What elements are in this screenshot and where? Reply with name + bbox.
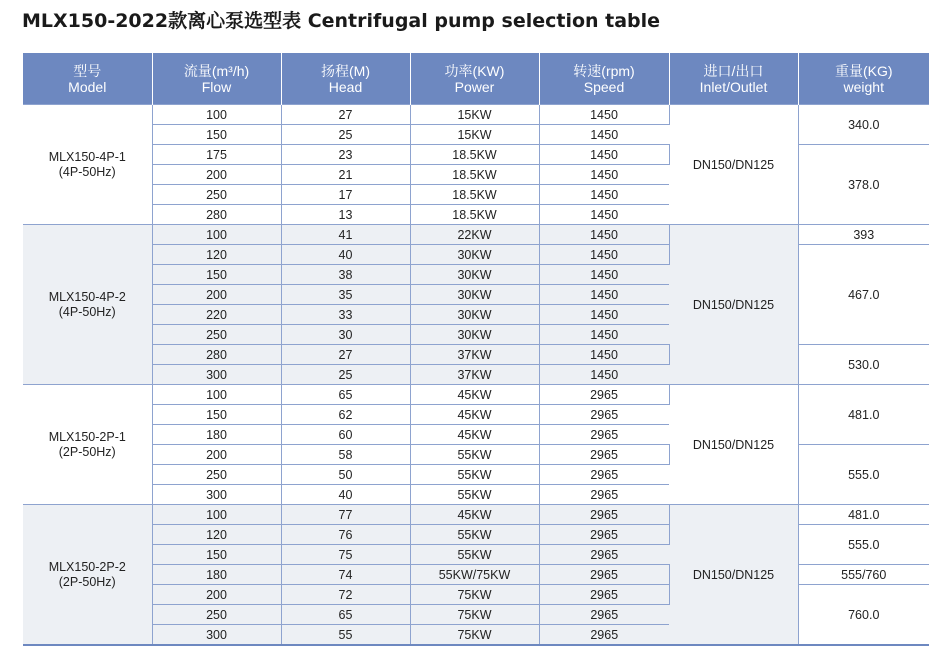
head-cell: 40 — [281, 245, 410, 265]
header-power — [410, 53, 539, 105]
speed-cell: 2965 — [539, 545, 669, 565]
flow-cell: 120 — [152, 245, 281, 265]
speed-cell: 1450 — [539, 105, 669, 125]
table-row — [23, 385, 929, 405]
head-cell: 25 — [281, 125, 410, 145]
head-cell: 55 — [281, 625, 410, 646]
table-row — [23, 505, 929, 525]
pump-selection-table — [23, 53, 929, 646]
power-cell: 55KW — [410, 485, 539, 505]
power-cell: 75KW — [410, 625, 539, 646]
head-cell: 40 — [281, 485, 410, 505]
power-cell: 30KW — [410, 305, 539, 325]
flow-cell: 180 — [152, 425, 281, 445]
flow-cell: 200 — [152, 165, 281, 185]
power-cell: 18.5KW — [410, 205, 539, 225]
header-flow — [152, 53, 281, 105]
header-flow-en: Flow — [201, 78, 232, 95]
flow-cell: 200 — [152, 285, 281, 305]
model-cell — [23, 225, 152, 385]
header-inlet-cn: 进口/出口 — [703, 62, 764, 79]
model-group — [23, 105, 929, 225]
header-model — [23, 53, 152, 105]
speed-cell: 2965 — [539, 465, 669, 485]
table-row — [23, 225, 929, 245]
head-cell: 75 — [281, 545, 410, 565]
head-cell: 58 — [281, 445, 410, 465]
power-cell: 37KW — [410, 345, 539, 365]
flow-cell: 100 — [152, 225, 281, 245]
inlet-outlet-cell: DN150/DN125 — [669, 225, 798, 385]
flow-cell: 250 — [152, 605, 281, 625]
model-group — [23, 225, 929, 385]
header-weight-en: weight — [843, 78, 884, 95]
flow-cell: 100 — [152, 105, 281, 125]
power-cell: 45KW — [410, 505, 539, 525]
model-cell — [23, 105, 152, 225]
power-cell: 30KW — [410, 285, 539, 305]
power-cell: 45KW — [410, 385, 539, 405]
head-cell: 38 — [281, 265, 410, 285]
head-cell: 65 — [281, 385, 410, 405]
power-cell: 18.5KW — [410, 185, 539, 205]
power-cell: 45KW — [410, 405, 539, 425]
flow-cell: 150 — [152, 545, 281, 565]
flow-cell: 280 — [152, 345, 281, 365]
power-cell: 18.5KW — [410, 145, 539, 165]
header-speed — [539, 53, 669, 105]
speed-cell: 2965 — [539, 525, 669, 545]
model-group — [23, 385, 929, 505]
flow-cell: 180 — [152, 565, 281, 585]
model-cell — [23, 385, 152, 505]
power-cell: 15KW — [410, 105, 539, 125]
power-cell: 45KW — [410, 425, 539, 445]
speed-cell: 1450 — [539, 325, 669, 345]
speed-cell: 1450 — [539, 125, 669, 145]
head-cell: 13 — [281, 205, 410, 225]
inlet-outlet-cell: DN150/DN125 — [669, 105, 798, 225]
header-head — [281, 53, 410, 105]
model-name: MLX150-4P-2 — [48, 289, 126, 304]
header-model-en: Model — [68, 78, 107, 95]
head-cell: 27 — [281, 105, 410, 125]
flow-cell: 220 — [152, 305, 281, 325]
weight-cell: 555/760 — [798, 565, 929, 585]
speed-cell: 1450 — [539, 205, 669, 225]
inlet-outlet-cell: DN150/DN125 — [669, 505, 798, 646]
header-head-cn: 扬程(M) — [321, 62, 370, 79]
header-power-cn: 功率(KW) — [444, 62, 505, 79]
speed-cell: 2965 — [539, 405, 669, 425]
speed-cell: 1450 — [539, 285, 669, 305]
header-inlet-outlet — [669, 53, 798, 105]
weight-cell: 555.0 — [798, 445, 929, 505]
flow-cell: 300 — [152, 625, 281, 646]
model-name: MLX150-2P-1 — [48, 429, 126, 444]
header-speed-cn: 转速(rpm) — [573, 62, 635, 79]
flow-cell: 175 — [152, 145, 281, 165]
weight-cell: 393 — [798, 225, 929, 245]
weight-cell: 530.0 — [798, 345, 929, 385]
head-cell: 41 — [281, 225, 410, 245]
speed-cell: 1450 — [539, 225, 669, 245]
flow-cell: 100 — [152, 385, 281, 405]
power-cell: 55KW — [410, 445, 539, 465]
head-cell: 35 — [281, 285, 410, 305]
power-cell: 55KW — [410, 465, 539, 485]
weight-cell: 481.0 — [798, 505, 929, 525]
head-cell: 65 — [281, 605, 410, 625]
model-name: MLX150-2P-2 — [48, 559, 126, 574]
weight-cell: 340.0 — [798, 105, 929, 145]
power-cell: 55KW/75KW — [410, 565, 539, 585]
head-cell: 62 — [281, 405, 410, 425]
page-title: MLX150-2022款离心泵选型表 Centrifugal pump selection table — [22, 10, 661, 32]
power-cell: 75KW — [410, 585, 539, 605]
head-cell: 21 — [281, 165, 410, 185]
flow-cell: 300 — [152, 365, 281, 385]
head-cell: 27 — [281, 345, 410, 365]
header-flow-cn: 流量(m³/h) — [183, 62, 250, 79]
power-cell: 18.5KW — [410, 165, 539, 185]
speed-cell: 2965 — [539, 585, 669, 605]
head-cell: 23 — [281, 145, 410, 165]
flow-cell: 200 — [152, 445, 281, 465]
head-cell: 50 — [281, 465, 410, 485]
head-cell: 74 — [281, 565, 410, 585]
header-model-cn: 型号 — [73, 62, 102, 79]
speed-cell: 1450 — [539, 345, 669, 365]
speed-cell: 1450 — [539, 245, 669, 265]
weight-cell: 760.0 — [798, 585, 929, 646]
speed-cell: 2965 — [539, 445, 669, 465]
head-cell: 17 — [281, 185, 410, 205]
flow-cell: 300 — [152, 485, 281, 505]
flow-cell: 150 — [152, 265, 281, 285]
speed-cell: 1450 — [539, 145, 669, 165]
model-cell — [23, 505, 152, 646]
speed-cell: 1450 — [539, 185, 669, 205]
speed-cell: 1450 — [539, 165, 669, 185]
head-cell: 33 — [281, 305, 410, 325]
table-header — [23, 53, 929, 105]
head-cell: 77 — [281, 505, 410, 525]
power-cell: 22KW — [410, 225, 539, 245]
head-cell: 30 — [281, 325, 410, 345]
weight-cell: 467.0 — [798, 245, 929, 345]
power-cell: 75KW — [410, 605, 539, 625]
head-cell: 76 — [281, 525, 410, 545]
speed-cell: 2965 — [539, 385, 669, 405]
power-cell: 15KW — [410, 125, 539, 145]
head-cell: 72 — [281, 585, 410, 605]
flow-cell: 250 — [152, 185, 281, 205]
header-weight — [798, 53, 929, 105]
model-frequency: (2P-50Hz) — [58, 444, 116, 459]
flow-cell: 250 — [152, 465, 281, 485]
header-speed-en: Speed — [583, 78, 625, 95]
header-power-en: Power — [454, 78, 495, 95]
speed-cell: 1450 — [539, 305, 669, 325]
header-inlet-en: Inlet/Outlet — [699, 78, 768, 95]
model-group — [23, 505, 929, 646]
weight-cell: 378.0 — [798, 145, 929, 225]
power-cell: 55KW — [410, 545, 539, 565]
speed-cell: 1450 — [539, 365, 669, 385]
model-frequency: (4P-50Hz) — [58, 304, 116, 319]
flow-cell: 280 — [152, 205, 281, 225]
power-cell: 30KW — [410, 265, 539, 285]
table-row — [23, 105, 929, 125]
flow-cell: 150 — [152, 125, 281, 145]
header-weight-cn: 重量(KG) — [834, 62, 893, 79]
power-cell: 30KW — [410, 325, 539, 345]
flow-cell: 100 — [152, 505, 281, 525]
head-cell: 25 — [281, 365, 410, 385]
flow-cell: 150 — [152, 405, 281, 425]
model-frequency: (2P-50Hz) — [58, 574, 116, 589]
weight-cell: 481.0 — [798, 385, 929, 445]
speed-cell: 2965 — [539, 505, 669, 525]
speed-cell: 2965 — [539, 425, 669, 445]
inlet-outlet-cell: DN150/DN125 — [669, 385, 798, 505]
speed-cell: 2965 — [539, 625, 669, 646]
flow-cell: 120 — [152, 525, 281, 545]
head-cell: 60 — [281, 425, 410, 445]
speed-cell: 2965 — [539, 565, 669, 585]
speed-cell: 1450 — [539, 265, 669, 285]
weight-cell: 555.0 — [798, 525, 929, 565]
power-cell: 37KW — [410, 365, 539, 385]
model-frequency: (4P-50Hz) — [58, 164, 116, 179]
speed-cell: 2965 — [539, 485, 669, 505]
flow-cell: 250 — [152, 325, 281, 345]
power-cell: 55KW — [410, 525, 539, 545]
header-head-en: Head — [328, 78, 363, 95]
flow-cell: 200 — [152, 585, 281, 605]
power-cell: 30KW — [410, 245, 539, 265]
speed-cell: 2965 — [539, 605, 669, 625]
model-name: MLX150-4P-1 — [48, 149, 126, 164]
